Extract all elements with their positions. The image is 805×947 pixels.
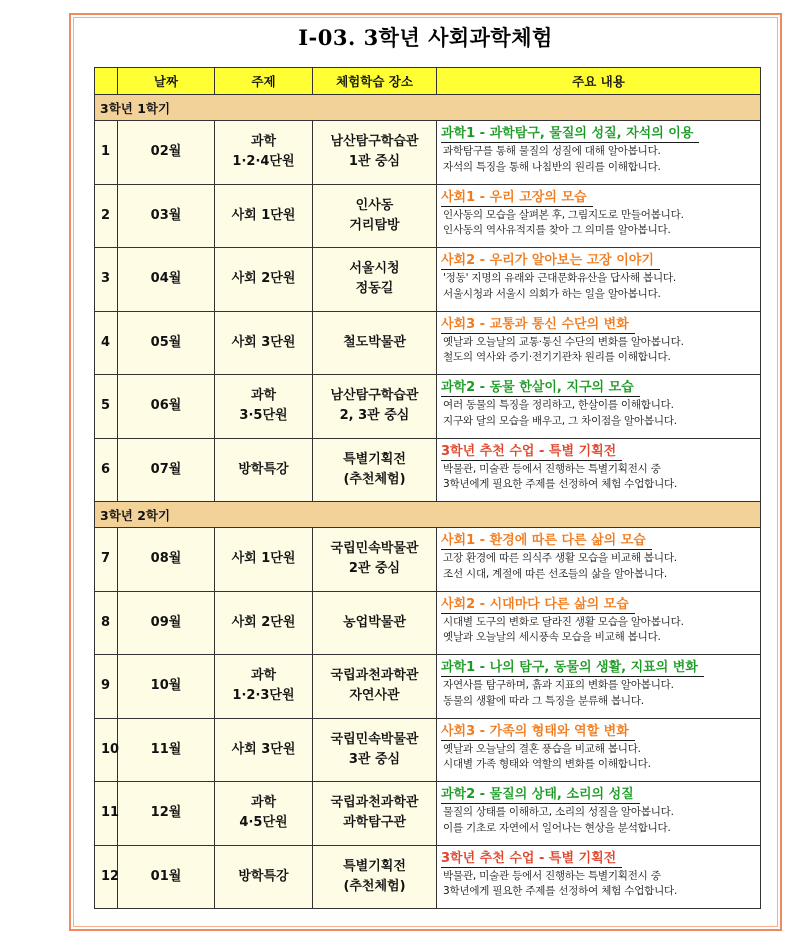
schedule-table <box>94 67 761 909</box>
topic-line: 과학 <box>250 668 277 684</box>
row-content <box>437 845 761 909</box>
row-content <box>437 782 761 846</box>
row-topic <box>215 121 313 185</box>
place-line: 국립민속박물관 <box>330 731 419 747</box>
place-line: 인사동 <box>355 197 394 213</box>
table-row <box>95 184 761 248</box>
table-row <box>95 591 761 655</box>
row-place <box>313 591 437 655</box>
content-line: 서울시청과 서울시 의회가 하는 일을 알아봅니다. <box>443 287 661 300</box>
row-topic <box>215 718 313 782</box>
row-place <box>313 528 437 592</box>
content-heading: 사회2 - 시대마다 다른 삶의 모습 <box>441 596 635 614</box>
place-line: 국립과천과학관 <box>330 668 419 684</box>
place-line: 과학탐구관 <box>343 815 406 831</box>
topic-line: 방학특강 <box>238 461 289 477</box>
row-number: 8 <box>95 591 118 655</box>
content-line: 조선 시대, 계절에 따른 선조들의 삶을 알아봅니다. <box>443 567 667 580</box>
content-heading: 사회2 - 우리가 알아보는 고장 이야기 <box>441 252 660 270</box>
table-row <box>95 121 761 185</box>
row-content <box>437 718 761 782</box>
place-line: 서울시청 <box>349 261 400 277</box>
topic-line: 사회 2단원 <box>231 271 296 287</box>
content-line: 옛날과 오늘날의 교통·통신 수단의 변화를 알아봅니다. <box>443 335 684 348</box>
topic-line: 1·2·4단원 <box>232 154 295 170</box>
row-number: 5 <box>95 375 118 439</box>
row-number: 4 <box>95 311 118 375</box>
content-heading: 과학2 - 동물 한살이, 지구의 모습 <box>441 379 640 397</box>
content-line: 3학년에게 필요한 주제를 선정하여 체험 수업합니다. <box>443 478 678 490</box>
content-line: 옛날과 오늘날의 결혼 풍습을 비교해 봅니다. <box>443 742 641 755</box>
place-line: 철도박물관 <box>343 334 406 350</box>
content-line: 3학년에게 필요한 주제를 선정하여 체험 수업합니다. <box>443 885 678 897</box>
topic-line: 사회 1단원 <box>231 551 296 567</box>
row-topic <box>215 311 313 375</box>
header-num <box>95 68 118 95</box>
content-line: 인사동의 모습을 살펴본 후, 그림지도로 만들어봅니다. <box>443 208 684 221</box>
place-line: 남산탐구학습관 <box>330 134 419 150</box>
place-line: 2관 중심 <box>348 561 401 577</box>
semester-label: 3학년 1학기 <box>95 95 761 121</box>
header-place: 체험학습 장소 <box>313 68 437 95</box>
row-content <box>437 184 761 248</box>
content-heading: 과학1 - 과학탐구, 물질의 성질, 자석의 이용 <box>441 125 699 143</box>
place-line: 1관 중심 <box>348 154 401 170</box>
content-line: 자연사를 탐구하며, 흙과 지표의 변화를 알아봅니다. <box>443 679 674 691</box>
place-line: 농업박물관 <box>343 614 406 630</box>
row-number: 10 <box>95 718 118 782</box>
row-date: 11월 <box>118 718 215 782</box>
row-place <box>313 655 437 719</box>
content-line: '정동' 지명의 유래와 근대문화유산을 답사해 봅니다. <box>443 272 677 284</box>
row-content <box>437 591 761 655</box>
content-heading: 과학2 - 물질의 상태, 소리의 성질 <box>441 786 640 804</box>
row-topic <box>215 591 313 655</box>
row-topic <box>215 782 313 846</box>
place-line: (추천체험) <box>343 878 406 894</box>
header-date: 날짜 <box>118 68 215 95</box>
content-line: 자석의 특징을 통해 나침반의 원리를 이해합니다. <box>443 160 661 173</box>
content-line: 시대별 가족 형태와 역할의 변화를 이해합니다. <box>443 758 651 770</box>
row-place <box>313 845 437 909</box>
place-line: 거리탐방 <box>349 217 400 233</box>
content-heading: 사회3 - 가족의 형태와 역할 변화 <box>441 723 635 741</box>
row-topic <box>215 528 313 592</box>
table-row <box>95 311 761 375</box>
content-line: 과학탐구를 통해 물질의 성질에 대해 알아봅니다. <box>443 145 661 157</box>
content-line: 인사동의 역사유적지를 찾아 그 의미를 알아봅니다. <box>443 224 671 236</box>
row-number: 2 <box>95 184 118 248</box>
row-place <box>313 184 437 248</box>
topic-line: 과학 <box>250 795 277 811</box>
place-line: 국립과천과학관 <box>330 795 419 811</box>
place-line: 정동길 <box>355 281 394 297</box>
topic-line: 사회 3단원 <box>231 741 296 757</box>
content-line: 시대별 도구의 변화로 달라진 생활 모습을 알아봅니다. <box>443 615 684 628</box>
table-row <box>95 845 761 909</box>
table-row <box>95 248 761 312</box>
row-number: 7 <box>95 528 118 592</box>
row-date: 05월 <box>118 311 215 375</box>
row-number: 3 <box>95 248 118 312</box>
content-line: 박물관, 미술관 등에서 진행하는 특별기획전시 중 <box>443 869 661 882</box>
place-line: 2, 3관 중심 <box>339 408 410 424</box>
semester-row <box>95 95 761 121</box>
row-topic <box>215 845 313 909</box>
row-date: 07월 <box>118 438 215 502</box>
row-date: 10월 <box>118 655 215 719</box>
topic-line: 방학특강 <box>238 868 289 884</box>
content-line: 이를 기초로 자연에서 일어나는 현상을 분석합니다. <box>443 821 671 834</box>
content-heading: 과학1 - 나의 탐구, 동물의 생활, 지표의 변화 <box>441 659 704 677</box>
row-place <box>313 311 437 375</box>
content-line: 옛날과 오늘날의 세시풍속 모습을 비교해 봅니다. <box>443 631 661 643</box>
row-place <box>313 782 437 846</box>
table-row <box>95 655 761 719</box>
topic-line: 과학 <box>250 134 277 150</box>
semester-row <box>95 502 761 528</box>
content-heading: 사회3 - 교통과 통신 수단의 변화 <box>441 316 635 334</box>
content-heading: 사회1 - 우리 고장의 모습 <box>441 189 593 207</box>
place-line: 특별기획전 <box>343 858 406 874</box>
row-content <box>437 375 761 439</box>
table-header-row <box>95 68 761 95</box>
content-line: 박물관, 미술관 등에서 진행하는 특별기획전시 중 <box>443 462 661 475</box>
row-place <box>313 121 437 185</box>
place-line: 3관 중심 <box>348 751 401 767</box>
row-topic <box>215 655 313 719</box>
row-content <box>437 311 761 375</box>
place-line: 자연사관 <box>349 688 400 704</box>
row-topic <box>215 248 313 312</box>
row-number: 12 <box>95 845 118 909</box>
place-line: 남산탐구학습관 <box>330 388 419 404</box>
row-topic <box>215 438 313 502</box>
topic-line: 과학 <box>250 388 277 404</box>
page-title: Ⅰ-03. 3학년 사회과학체험 <box>298 25 553 50</box>
row-number: 9 <box>95 655 118 719</box>
topic-line: 1·2·3단원 <box>232 688 295 704</box>
row-topic <box>215 184 313 248</box>
row-topic <box>215 375 313 439</box>
row-place <box>313 248 437 312</box>
row-date: 01월 <box>118 845 215 909</box>
place-line: (추천체험) <box>343 471 406 487</box>
header-content: 주요 내용 <box>437 68 761 95</box>
topic-line: 3·5단원 <box>239 408 288 424</box>
content-heading: 3학년 추천 수업 - 특별 기획전 <box>441 443 622 461</box>
content-line: 동물의 생활에 따라 그 특징을 분류해 봅니다. <box>443 694 644 707</box>
row-content <box>437 121 761 185</box>
semester-label: 3학년 2학기 <box>95 502 761 528</box>
row-content <box>437 655 761 719</box>
topic-line: 4·5단원 <box>239 815 288 831</box>
topic-line: 사회 2단원 <box>231 614 296 630</box>
header-topic: 주제 <box>215 68 313 95</box>
table-row <box>95 438 761 502</box>
row-date: 04월 <box>118 248 215 312</box>
row-date: 12월 <box>118 782 215 846</box>
row-date: 02월 <box>118 121 215 185</box>
topic-line: 사회 1단원 <box>231 207 296 223</box>
row-number: 11 <box>95 782 118 846</box>
table-row <box>95 375 761 439</box>
row-date: 06월 <box>118 375 215 439</box>
content-line: 지구와 달의 모습을 배우고, 그 차이점을 알아봅니다. <box>443 414 677 427</box>
row-number: 6 <box>95 438 118 502</box>
table-row <box>95 528 761 592</box>
place-line: 특별기획전 <box>343 451 406 467</box>
content-heading: 사회1 - 환경에 따른 다른 삶의 모습 <box>441 532 652 550</box>
content-line: 고장 환경에 따른 의식주 생활 모습을 비교해 봅니다. <box>443 552 677 564</box>
row-number: 1 <box>95 121 118 185</box>
content-heading: 3학년 추천 수업 - 특별 기획전 <box>441 850 622 868</box>
row-content <box>437 528 761 592</box>
row-date: 03월 <box>118 184 215 248</box>
row-place <box>313 438 437 502</box>
table-row <box>95 782 761 846</box>
place-line: 국립민속박물관 <box>330 541 419 557</box>
table-row <box>95 718 761 782</box>
row-place <box>313 718 437 782</box>
row-content <box>437 438 761 502</box>
row-place <box>313 375 437 439</box>
content-line: 철도의 역사와 증기·전기기관차 원리를 이해합니다. <box>443 351 671 363</box>
row-date: 09월 <box>118 591 215 655</box>
content-line: 여러 동물의 특징을 정리하고, 한살이를 이해합니다. <box>443 399 674 411</box>
content-line: 물질의 상태를 이해하고, 소리의 성질을 알아봅니다. <box>443 806 674 818</box>
row-date: 08월 <box>118 528 215 592</box>
row-content <box>437 248 761 312</box>
schedule-body <box>95 95 761 909</box>
topic-line: 사회 3단원 <box>231 334 296 350</box>
